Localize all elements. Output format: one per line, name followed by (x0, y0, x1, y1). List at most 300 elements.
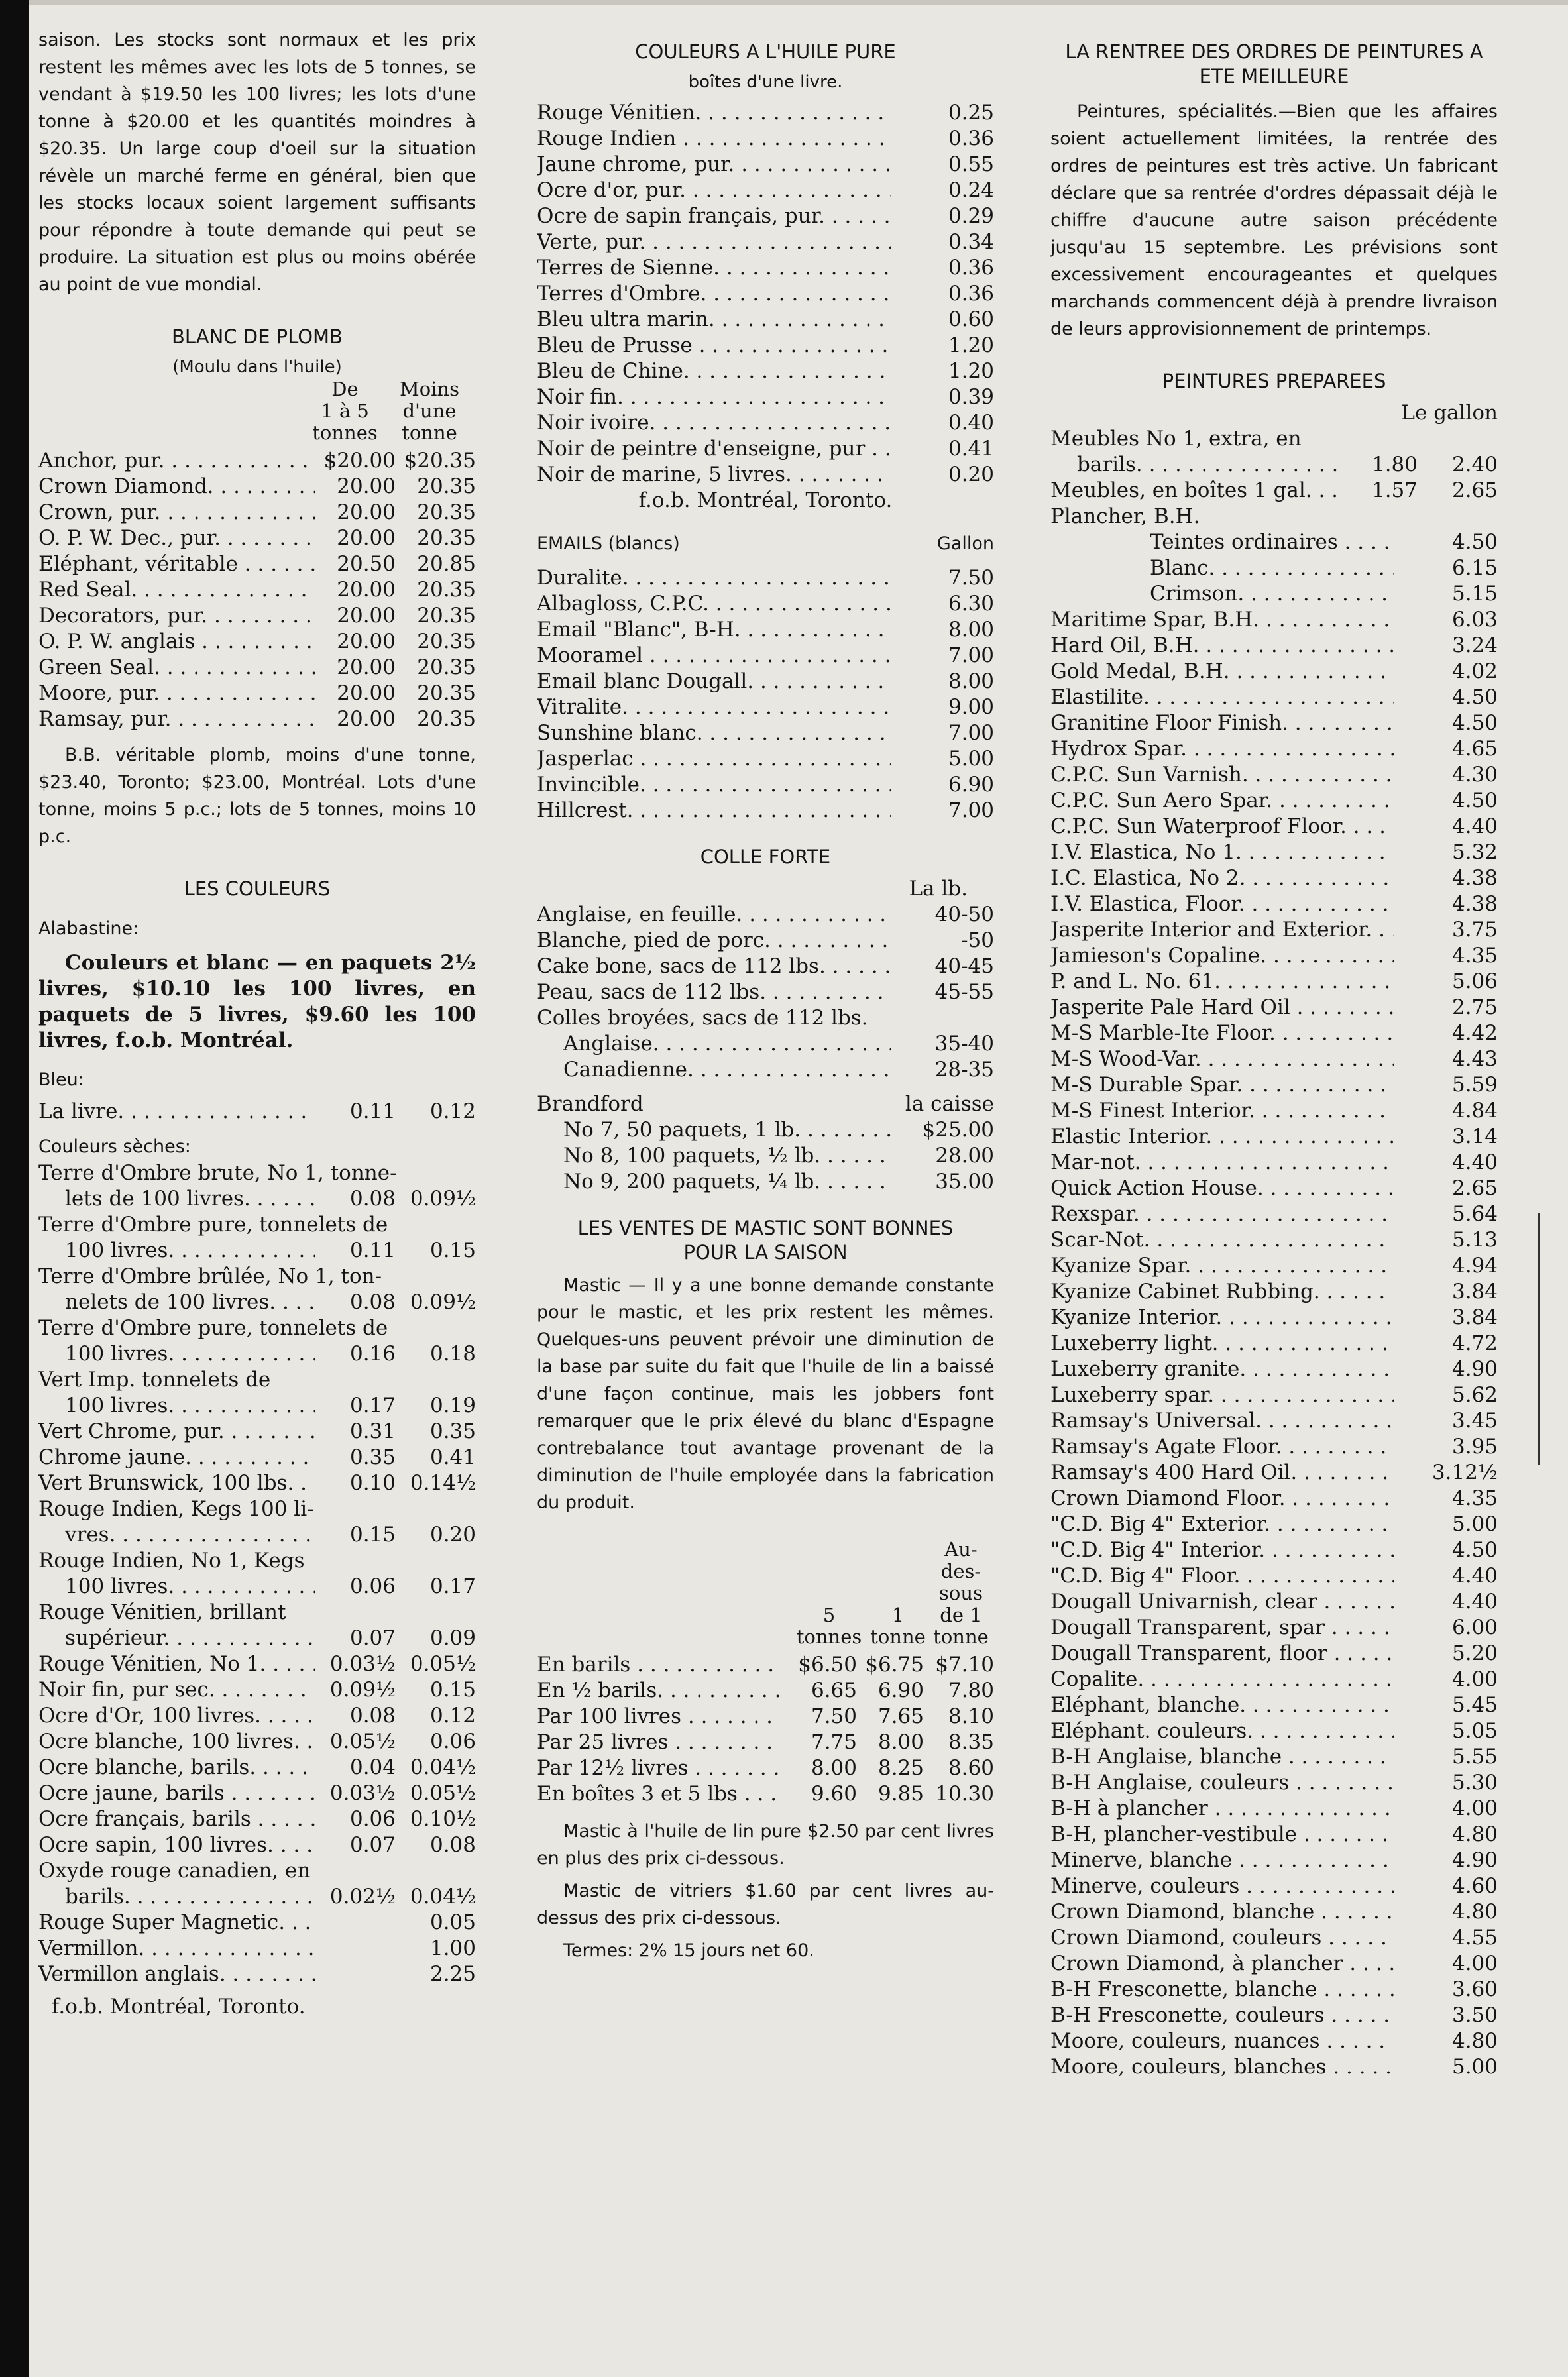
row-name: Ramsay's 400 Hard Oil. . . . (1050, 1460, 1394, 1486)
row-name: En boîtes 3 et 5 lbs . . . (537, 1781, 780, 1807)
table-row (1050, 1822, 1498, 1848)
row-value: 0.08 (349, 1704, 396, 1728)
row-name: Noir de marine, 5 livres. . . . (537, 462, 891, 488)
row-value: 4.50 (1451, 530, 1498, 554)
row-name: Rouge Vénitien, No 1. . . . (38, 1651, 315, 1677)
row-value: 4.72 (1451, 1331, 1498, 1355)
row-name: C.P.C. Sun Aero Spar. . . . (1050, 788, 1394, 814)
row-value: 5.00 (1451, 1512, 1498, 1536)
row-name: barils. . . . (65, 1884, 315, 1910)
row-value: $20.35 (404, 449, 476, 472)
row-value: 1.80 (1371, 453, 1418, 476)
row-value: 0.15 (349, 1523, 396, 1547)
row-value: 0.36 (948, 256, 994, 280)
mastic-header (537, 1539, 994, 1648)
row-value: 20.00 (337, 474, 396, 498)
row-value: 20.35 (417, 500, 476, 524)
row-name: Mooramel . . . (537, 643, 891, 669)
row-value: 1.20 (948, 333, 994, 357)
table-row (38, 448, 476, 474)
row-name: Luxeberry light. . . . (1050, 1331, 1394, 1356)
row-name: B-H Fresconette, blanche . . . (1050, 1977, 1394, 2003)
row-value: 6.90 (948, 773, 994, 797)
row-value: 20.35 (417, 474, 476, 498)
table-row (1050, 1434, 1498, 1460)
row-name: Mar-not. . . . (1050, 1150, 1394, 1176)
row-value: 0.06 (349, 1807, 396, 1831)
row-value: 7.50 (948, 566, 994, 590)
row-value: 8.00 (811, 1756, 857, 1780)
row-value: 20.00 (337, 630, 396, 653)
table-row (537, 1704, 994, 1730)
table-row (537, 1169, 994, 1195)
row-value: 4.65 (1451, 737, 1498, 761)
row-name: C.P.C. Sun Varnish. . . . (1050, 762, 1394, 788)
table-row (537, 694, 994, 720)
row-value: 0.08 (429, 1833, 476, 1857)
row-name: B-H à plancher . . . (1050, 1796, 1394, 1822)
bb-note: B.B. véritable plomb, moins d'une tonne, $23.40, Toronto; $23.00, Montréal. Lots d'une tonne, moins 5 p.c.; lots de 5 tonnes, moins 10 p.c. (38, 745, 476, 847)
table-row (537, 954, 994, 979)
huile-subtitle: boîtes d'une livre. (688, 72, 843, 92)
table-row (38, 525, 476, 551)
row-value: 20.35 (417, 707, 476, 731)
row-value: 0.05½ (410, 1781, 476, 1805)
row-name: En barils . . . (537, 1652, 780, 1678)
row-value: 5.32 (1451, 840, 1498, 864)
brandford-table (537, 1117, 994, 1195)
row-value: 4.40 (1451, 1150, 1498, 1174)
table-row (38, 577, 476, 603)
rentree-title: LA RENTREE DES ORDRES DE PEINTURES A ETE MEILLEURE (1065, 40, 1483, 87)
row-value: 1.00 (429, 1936, 476, 1960)
table-row (537, 307, 994, 333)
row-value: 8.25 (877, 1756, 924, 1780)
mastic-note-1: Mastic à l'huile de lin pure $2.50 par cent livres en plus des prix ci-dessous. (537, 1821, 994, 1869)
row-value: 20.35 (417, 604, 476, 628)
row-value: 0.20 (429, 1523, 476, 1547)
alabastine-label: Alabastine: (38, 918, 139, 939)
row-name: Minerve, couleurs . . . (1050, 1873, 1394, 1899)
row-value: $6.75 (865, 1653, 924, 1677)
row-name: Rouge Indien . . . (537, 126, 891, 152)
row-value: 0.15 (429, 1678, 476, 1702)
row-value: 7.00 (948, 643, 994, 667)
table-row (1050, 762, 1498, 788)
row-name: 100 livres. . . . (65, 1341, 315, 1367)
row-name: Email blanc Dougall. . . . (537, 669, 891, 694)
row-value: 4.40 (1451, 1564, 1498, 1588)
row-name: Peau, sacs de 112 lbs. . . . (537, 979, 891, 1005)
mastic-header-2: 1 tonne (870, 1604, 926, 1648)
table-row (1050, 1899, 1498, 1925)
table-row (1050, 1796, 1498, 1822)
row-name: Noir fin, pur sec. . . . (38, 1677, 315, 1703)
row-value: 6.30 (948, 592, 994, 616)
row-name: Kyanize Interior. . . . (1050, 1305, 1394, 1331)
row-name: Jaune chrome, pur. . . . (537, 152, 891, 178)
row-value: 0.55 (948, 152, 994, 176)
row-name: Hard Oil, B.H. . . . (1050, 633, 1394, 659)
table-row (1150, 581, 1498, 607)
table-row (38, 1781, 476, 1806)
row-name: Noir fin. . . . (537, 384, 891, 410)
row-name: 100 livres. . . . (65, 1238, 315, 1264)
row-value: 3.50 (1451, 2003, 1498, 2027)
table-row (537, 1057, 994, 1083)
row-name: P. and L. No. 61. . . . (1050, 969, 1394, 995)
row-value: 2.40 (1451, 453, 1498, 476)
table-row-line: Terre d'Ombre pure, tonnelets de (38, 1316, 388, 1340)
table-row (38, 1729, 476, 1755)
table-row (1050, 2028, 1498, 2054)
row-value: 4.40 (1451, 1590, 1498, 1614)
table-row (537, 359, 994, 384)
row-value: 4.50 (1451, 711, 1498, 735)
table-row-line: Oxyde rouge canadien, en (38, 1859, 311, 1883)
row-value: 4.35 (1451, 944, 1498, 967)
row-name: Albagloss, C.P.C. . . . (537, 591, 891, 617)
row-name: Crimson. . . . (1150, 581, 1394, 607)
table-row (1050, 1486, 1498, 1512)
prep-title: PEINTURES PREPAREES (1162, 370, 1386, 392)
mastic-header-3: Au- des- sous de 1 tonne (933, 1538, 989, 1648)
table-row (537, 928, 994, 954)
table-row (537, 1781, 994, 1807)
row-value: 0.17 (429, 1575, 476, 1598)
table-row (537, 1652, 994, 1678)
row-value: 0.09½ (329, 1678, 396, 1702)
row-name: Eléphant. couleurs. . . . (1050, 1718, 1394, 1744)
table-row (38, 551, 476, 577)
table-row (1050, 1382, 1498, 1408)
row-name: Ramsay's Agate Floor. . . . (1050, 1434, 1394, 1460)
row-name: Luxeberry spar. . . . (1050, 1382, 1394, 1408)
row-name: Ramsay, pur. . . . (38, 706, 315, 732)
row-name: Elastic Interior. . . . (1050, 1124, 1394, 1150)
row-value: $6.50 (798, 1653, 857, 1677)
colle-table (537, 902, 994, 1005)
huile-table (537, 100, 994, 488)
row-name: Bleu de Chine. . . . (537, 359, 891, 384)
table-row (1050, 1046, 1498, 1072)
row-value: 0.34 (948, 230, 994, 254)
seches-label: Couleurs sèches: (38, 1136, 191, 1157)
table-row (1050, 1641, 1498, 1667)
huile-fob: f.o.b. Montréal, Toronto. (638, 488, 893, 512)
row-value: 0.09 (429, 1626, 476, 1650)
row-value: 0.31 (349, 1419, 396, 1443)
table-row-line: Terre d'Ombre pure, tonnelets de (38, 1213, 388, 1237)
table-row (537, 255, 994, 281)
row-name: Par 12½ livres . . . (537, 1755, 780, 1781)
row-name: B-H Anglaise, blanche . . . (1050, 1744, 1394, 1770)
table-row (38, 1393, 476, 1419)
table-row (1050, 1925, 1498, 1951)
row-name: Moore, couleurs, blanches . . . (1050, 2054, 1394, 2080)
row-value: 4.00 (1451, 1797, 1498, 1820)
row-name: Minerve, blanche . . . (1050, 1848, 1394, 1873)
row-value: 8.35 (948, 1730, 994, 1754)
column-2 (537, 27, 994, 1969)
row-value: 4.90 (1451, 1848, 1498, 1872)
row-value: 7.65 (877, 1704, 924, 1728)
table-row (1050, 1512, 1498, 1537)
row-value: 20.00 (337, 681, 396, 705)
row-name: Anglaise. . . . (563, 1031, 891, 1057)
row-value: 20.00 (337, 604, 396, 628)
table-row (1050, 1873, 1498, 1899)
table-row (537, 669, 994, 694)
row-name: B-H, plancher-vestibule . . . (1050, 1822, 1394, 1848)
row-value: 0.20 (948, 463, 994, 486)
row-name: Rexspar. . . . (1050, 1201, 1394, 1227)
row-value: 0.09½ (410, 1187, 476, 1211)
row-name: M-S Durable Spar. . . . (1050, 1072, 1394, 1098)
row-value: 0.40 (948, 411, 994, 435)
row-value: 40-45 (934, 954, 994, 978)
row-name: "C.D. Big 4" Interior. . . . (1050, 1537, 1394, 1563)
row-value: 7.00 (948, 721, 994, 745)
row-value: 35.00 (935, 1170, 994, 1193)
table-row (1150, 529, 1498, 555)
row-name: Ocre de sapin français, pur. . . . (537, 203, 891, 229)
row-value: 0.04 (349, 1755, 396, 1779)
row-name: 100 livres. . . . (65, 1393, 315, 1419)
row-value: 4.00 (1451, 1952, 1498, 1975)
row-value: 7.80 (948, 1679, 994, 1702)
row-value: 20.35 (417, 655, 476, 679)
row-value: 45-55 (934, 980, 994, 1004)
row-name: Ramsay's Universal. . . . (1050, 1408, 1394, 1434)
row-name: Eléphant, véritable . . . (38, 551, 315, 577)
column-3 (1050, 27, 1498, 2080)
row-name: Jasperite Pale Hard Oil . . . (1050, 995, 1394, 1021)
row-name: Terres d'Ombre. . . . (537, 281, 891, 307)
row-name: Green Seal. . . . (38, 655, 315, 681)
row-name: Terres de Sienne. . . . (537, 255, 891, 281)
table-row-line: Vert Imp. tonnelets de (38, 1368, 271, 1392)
blanc-subtitle: (Moulu dans l'huile) (172, 357, 342, 377)
table-row (537, 229, 994, 255)
row-value: 4.50 (1451, 789, 1498, 812)
row-value: 7.50 (811, 1704, 857, 1728)
table-row (537, 902, 994, 928)
row-name: Hydrox Spar. . . . (1050, 736, 1394, 762)
row-value: 0.18 (429, 1342, 476, 1366)
row-value: 5.06 (1451, 969, 1498, 993)
row-name: Crown Diamond. . . . (38, 474, 315, 500)
row-value: 1.57 (1371, 478, 1418, 502)
colle-title: COLLE FORTE (700, 846, 831, 868)
row-value: 9.00 (948, 695, 994, 719)
blanc-header (38, 378, 476, 444)
table-row (537, 979, 994, 1005)
table-row (1050, 607, 1498, 633)
rentree-paragraph: Peintures, spécialités.—Bien que les affaires soient actuellement limitées, la rentrée des ordres de peintures est très active. Un fabricant déclare que sa rentrée d'ordres dépassait déjà le chiffre d'aucune autre saison précédente jusqu'au 15 septembre. Les prévisions sont excessivement encourageantes et quelques marchands commencent déjà à prendre livraison de leurs approvisionnement de printemps. (1050, 101, 1498, 339)
row-value: 3.84 (1451, 1305, 1498, 1329)
row-value: 20.00 (337, 655, 396, 679)
row-name: "C.D. Big 4" Floor. . . . (1050, 1563, 1394, 1589)
table-row-line: Rouge Indien, Kegs 100 li- (38, 1497, 314, 1521)
row-name: B-H Anglaise, couleurs . . . (1050, 1770, 1394, 1796)
row-name: Copalite. . . . (1050, 1667, 1394, 1692)
table-row (1050, 1098, 1498, 1124)
row-value: 0.14½ (410, 1471, 476, 1495)
row-value: 5.05 (1451, 1719, 1498, 1743)
row-name: Ocre blanche, 100 livres. . . . (38, 1729, 315, 1755)
table-row (537, 384, 994, 410)
row-value: 20.35 (417, 630, 476, 653)
table-row (1050, 1331, 1498, 1356)
row-name: M-S Marble-Ite Floor. . . . (1050, 1021, 1394, 1046)
mastic-table (537, 1652, 994, 1807)
row-value: 5.30 (1451, 1771, 1498, 1795)
row-name: Blanche, pied de porc. . . . (537, 928, 891, 954)
row-value: 0.35 (349, 1445, 396, 1469)
row-name: Vermillon. . . . (38, 1936, 315, 1962)
table-row (537, 720, 994, 746)
column-1 (38, 27, 476, 2020)
table-row (38, 1445, 476, 1470)
brandford-label: Brandford (537, 1092, 644, 1116)
table-row (38, 1755, 476, 1781)
table-row (1150, 555, 1498, 581)
row-value: 8.00 (877, 1730, 924, 1754)
table-row (38, 1703, 476, 1729)
row-value: 1.20 (948, 359, 994, 383)
row-name: Anchor, pur. . . . (38, 448, 315, 474)
row-name: Hillcrest. . . . (537, 798, 891, 824)
row-value: 0.11 (349, 1099, 396, 1123)
table-row (38, 1341, 476, 1367)
row-name: Bleu ultra marin. . . . (537, 307, 891, 333)
table-row (1050, 1201, 1498, 1227)
row-name: Teintes ordinaires . . . (1150, 529, 1394, 555)
table-row (1050, 633, 1498, 659)
table-row (38, 629, 476, 655)
row-value: 0.25 (948, 101, 994, 125)
row-name: Ocre d'or, pur. . . . (537, 178, 891, 203)
row-value: 35-40 (934, 1032, 994, 1056)
row-name: Crown, pur. . . . (38, 500, 315, 525)
row-value: 10.30 (935, 1782, 994, 1806)
table-row-line: Terre d'Ombre brûlée, No 1, ton- (38, 1264, 382, 1288)
table-row (537, 591, 994, 617)
row-name: Ocre blanche, barils. . . . (38, 1755, 315, 1781)
row-value: 0.17 (349, 1394, 396, 1417)
row-value: 2.25 (429, 1962, 476, 1986)
table-row (1050, 1563, 1498, 1589)
table-row (38, 706, 476, 732)
table-row (38, 1677, 476, 1703)
table-row (537, 436, 994, 462)
row-value: 20.00 (337, 526, 396, 550)
row-value: 5.00 (1451, 2055, 1498, 2079)
row-value: 6.00 (1451, 1616, 1498, 1639)
row-name: I.V. Elastica, No 1. . . . (1050, 840, 1394, 865)
row-value: 0.08 (349, 1187, 396, 1211)
row-name: Decorators, pur. . . . (38, 603, 315, 629)
top-border (29, 0, 1568, 5)
row-value: 5.64 (1451, 1202, 1498, 1226)
row-name: Elastilite. . . . (1050, 685, 1394, 710)
table-row (1050, 1744, 1498, 1770)
intro-paragraph: saison. Les stocks sont normaux et les prix restent les mêmes avec les lots de 5 tonnes, se vendant à $19.50 les 100 livres; les lots d'une tonne à $20.00 et les quantités moindres à $20.35. Un large coup d'oeil sur la situation révèle un marché ferme en général, bien que les stocks locaux soient largement suffisants pour répondre à toute demande qui peut se produire. La situation est plus ou moins obérée au point de vue mondial. (38, 30, 476, 295)
row-name: Par 25 livres . . . (537, 1730, 780, 1755)
row-value: 4.40 (1451, 814, 1498, 838)
table-row (38, 1651, 476, 1677)
table-row (1050, 1279, 1498, 1305)
table-row (1050, 995, 1498, 1021)
blanc-title: BLANC DE PLOMB (172, 325, 343, 348)
row-value: 0.24 (948, 178, 994, 202)
table-row (38, 1419, 476, 1445)
row-value: 0.07 (349, 1626, 396, 1650)
table-row (38, 603, 476, 629)
row-value: 5.00 (948, 747, 994, 771)
row-value: 4.42 (1451, 1021, 1498, 1045)
table-row (38, 1884, 476, 1910)
row-name: Vitralite. . . . (537, 694, 891, 720)
row-name: Dougall Transparent, spar . . . (1050, 1615, 1394, 1641)
row-value: 0.07 (349, 1833, 396, 1857)
row-value: 0.36 (948, 282, 994, 305)
row-value: 8.00 (948, 618, 994, 641)
row-name: I.C. Elastica, No 2. . . . (1050, 865, 1394, 891)
table-row (1050, 1770, 1498, 1796)
row-name: Email "Blanc", B-H. . . . (537, 617, 891, 643)
row-value: 0.16 (349, 1342, 396, 1366)
row-name: Maritime Spar, B.H. . . . (1050, 607, 1394, 633)
row-name: Verte, pur. . . . (537, 229, 891, 255)
row-value: 8.10 (948, 1704, 994, 1728)
table-row (1050, 710, 1498, 736)
table-row (1050, 1253, 1498, 1279)
bleu-row (38, 1099, 476, 1125)
row-value: 0.04½ (410, 1755, 476, 1779)
table-row (537, 746, 994, 772)
row-name: Meubles, en boîtes 1 gal. . . . (1050, 478, 1337, 504)
row-value: 3.75 (1451, 918, 1498, 942)
row-value: 0.15 (429, 1239, 476, 1262)
table-row (38, 1522, 476, 1548)
table-row (537, 203, 994, 229)
emails-table (537, 565, 994, 824)
row-value: 28-35 (934, 1058, 994, 1081)
row-name: barils. . . . (1077, 452, 1337, 478)
row-value: 5.15 (1451, 582, 1498, 606)
row-value: 6.65 (811, 1679, 857, 1702)
row-name: Crown Diamond, blanche . . . (1050, 1899, 1394, 1925)
table-row (1050, 788, 1498, 814)
table-row (537, 462, 994, 488)
table-row (38, 1238, 476, 1264)
row-name: Kyanize Cabinet Rubbing. . . . (1050, 1279, 1394, 1305)
row-name: M-S Wood-Var. . . . (1050, 1046, 1394, 1072)
row-name: Vert Chrome, pur. . . . (38, 1419, 315, 1445)
termes: Termes: 2% 15 jours net 60. (563, 1940, 814, 1961)
row-name: Moore, pur. . . . (38, 681, 315, 706)
mastic-title: LES VENTES DE MASTIC SONT BONNES POUR LA SAISON (577, 1217, 954, 1264)
row-value: 0.05½ (329, 1730, 396, 1753)
row-name: Gold Medal, B.H. . . . (1050, 659, 1394, 685)
table-row (38, 1186, 476, 1212)
row-value: 0.03½ (329, 1652, 396, 1676)
row-name: Quick Action House. . . . (1050, 1176, 1394, 1201)
row-value: 28.00 (935, 1144, 994, 1168)
mastic-paragraph: Mastic — Il y a une bonne demande constante pour le mastic, et les prix restent les mêmes. Quelques-uns peuvent prévoir une diminution de la base par suite du fait que l'huile de lin a baissé d'une façon continue, mais les jobbers font remarquer que le prix élevé du blanc d'Espagne contrebalance tout avantage provenant de la diminution de l'huile employée dans la fabrication du produit. (537, 1275, 994, 1513)
